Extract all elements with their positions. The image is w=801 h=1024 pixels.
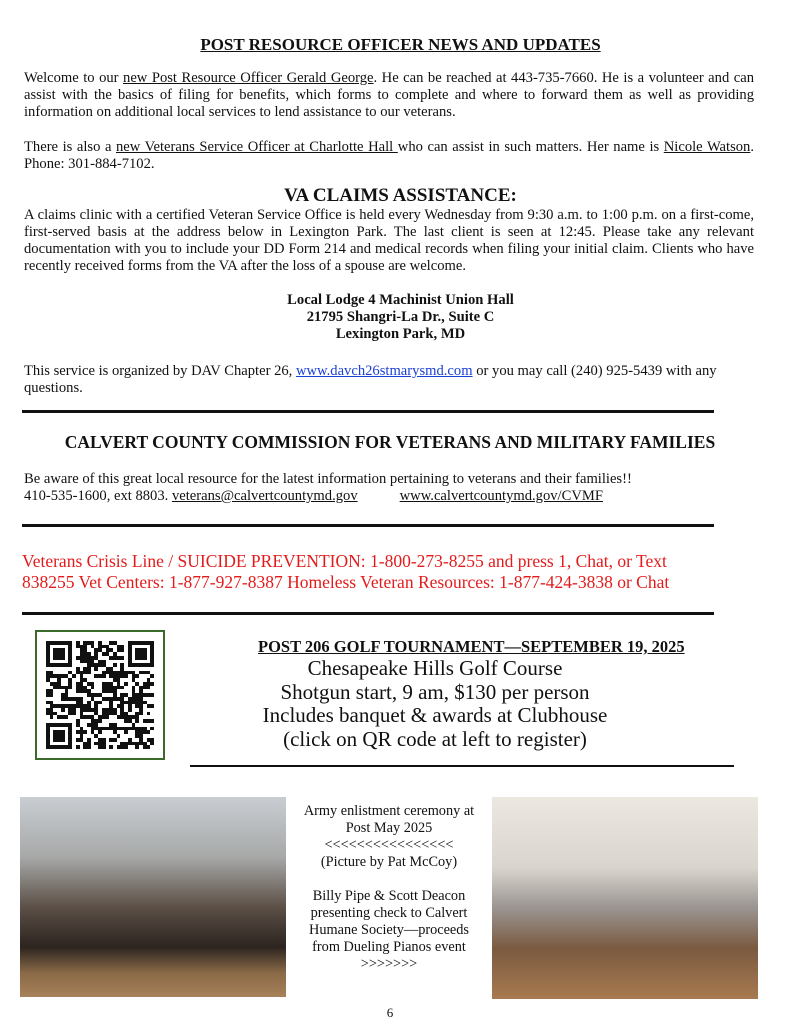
enlistment-ceremony-photo bbox=[20, 797, 286, 997]
text: or you may call (240) 925-5439 with any questions. bbox=[24, 363, 717, 396]
address-line: Lexington Park, MD bbox=[335, 326, 466, 342]
address-line: 21795 Shangri-La Dr., Suite C bbox=[306, 309, 495, 325]
text: Billy Pipe & Scott Deacon bbox=[312, 888, 466, 904]
photo-captions bbox=[286, 803, 492, 973]
officer-name: new Post Resource Officer Gerald George bbox=[123, 70, 374, 86]
text: Post May 2025 bbox=[345, 820, 433, 836]
calvert-email-link[interactable]: veterans@calvertcountymd.gov bbox=[171, 488, 358, 504]
text: presenting check to Calvert bbox=[310, 905, 468, 921]
divider bbox=[22, 410, 714, 413]
text: <<<<<<<<<<<<<<<< bbox=[324, 837, 454, 853]
golf-details bbox=[240, 657, 630, 751]
text: from Dueling Pianos event bbox=[312, 939, 466, 955]
calvert-phone: 410-535-1600, ext 8803. bbox=[24, 488, 172, 504]
page-title: POST RESOURCE OFFICER NEWS AND UPDATES bbox=[200, 35, 601, 54]
qr-code[interactable] bbox=[35, 630, 165, 760]
va-claims-title: VA CLAIMS ASSISTANCE: bbox=[284, 185, 517, 206]
calvert-website-link[interactable]: www.calvertcountymd.gov/CVMF bbox=[399, 488, 603, 504]
address-line: Local Lodge 4 Machinist Union Hall bbox=[287, 292, 514, 308]
text: Army enlistment ceremony at bbox=[303, 803, 475, 819]
va-claims-body: A claims clinic with a certified Veteran Service Office is held every Wednesday from 9:30 a.m. to 1:00 p.m. on a first-come, first-served basis at the address below in Lexington Park. The last client is seen at 12:45. Please take any relevant documentation with you to include your DD Form 214 and medical records when filing your initial claim. Clients who have recently received forms from the VA after the loss of a spouse are welcome. bbox=[24, 207, 754, 274]
text: This service is organized by DAV Chapter 26, bbox=[24, 363, 296, 379]
text: (Picture by Pat McCoy) bbox=[320, 854, 458, 870]
text: . He can be reached at 443-735-7660. He is a volunteer and can assist with the basics of filing for benefits, which forms to complete and where to forward them as well as providing information on additional local services to lend assistance to our veterans. bbox=[24, 70, 754, 120]
golf-title: POST 206 GOLF TOURNAMENT—SEPTEMBER 19, 2025 bbox=[258, 637, 685, 656]
service-officer-paragraph bbox=[24, 139, 754, 173]
address-block bbox=[0, 292, 801, 343]
service-officer-name: Nicole Watson bbox=[663, 139, 751, 155]
text: Welcome to our bbox=[24, 70, 124, 86]
text: . Phone: 301-884-7102. bbox=[24, 139, 755, 172]
calvert-title: CALVERT COUNTY COMMISSION FOR VETERANS AND MILITARY FAMILIES bbox=[64, 432, 716, 452]
text: Humane Society—proceeds bbox=[309, 922, 469, 938]
dav-paragraph bbox=[24, 363, 754, 397]
resource-officer-paragraph bbox=[24, 70, 754, 121]
divider bbox=[190, 765, 734, 767]
text: (click on QR code at left to register) bbox=[283, 726, 587, 751]
text: 838255 Vet Centers: 1-877-927-8387 Homeless Veteran Resources: 1-877-424-3838 or Chat bbox=[22, 572, 670, 592]
text: Includes banquet & awards at Clubhouse bbox=[262, 703, 608, 727]
service-officer-label: new Veterans Service Officer at Charlotte Hall bbox=[115, 139, 398, 155]
calvert-paragraph bbox=[24, 471, 764, 505]
text: Shotgun start, 9 am, $130 per person bbox=[280, 679, 590, 704]
divider bbox=[22, 612, 714, 615]
text: >>>>>>> bbox=[360, 956, 418, 972]
dav-website-link[interactable]: www.davch26stmarysmd.com bbox=[295, 363, 473, 379]
text: There is also a bbox=[24, 139, 116, 155]
text: who can assist in such matters. Her name is bbox=[397, 139, 664, 155]
text: Chesapeake Hills Golf Course bbox=[307, 656, 563, 680]
check-presentation-photo bbox=[492, 797, 758, 999]
text: Be aware of this great local resource for the latest information pertaining to veterans and their families!! bbox=[24, 471, 632, 487]
page-number: 6 bbox=[386, 1005, 394, 1020]
divider bbox=[22, 524, 714, 527]
crisis-line-text bbox=[22, 551, 782, 593]
text: Veterans Crisis Line / SUICIDE PREVENTION: 1-800-273-8255 and press 1, Chat, or Text bbox=[22, 551, 667, 571]
